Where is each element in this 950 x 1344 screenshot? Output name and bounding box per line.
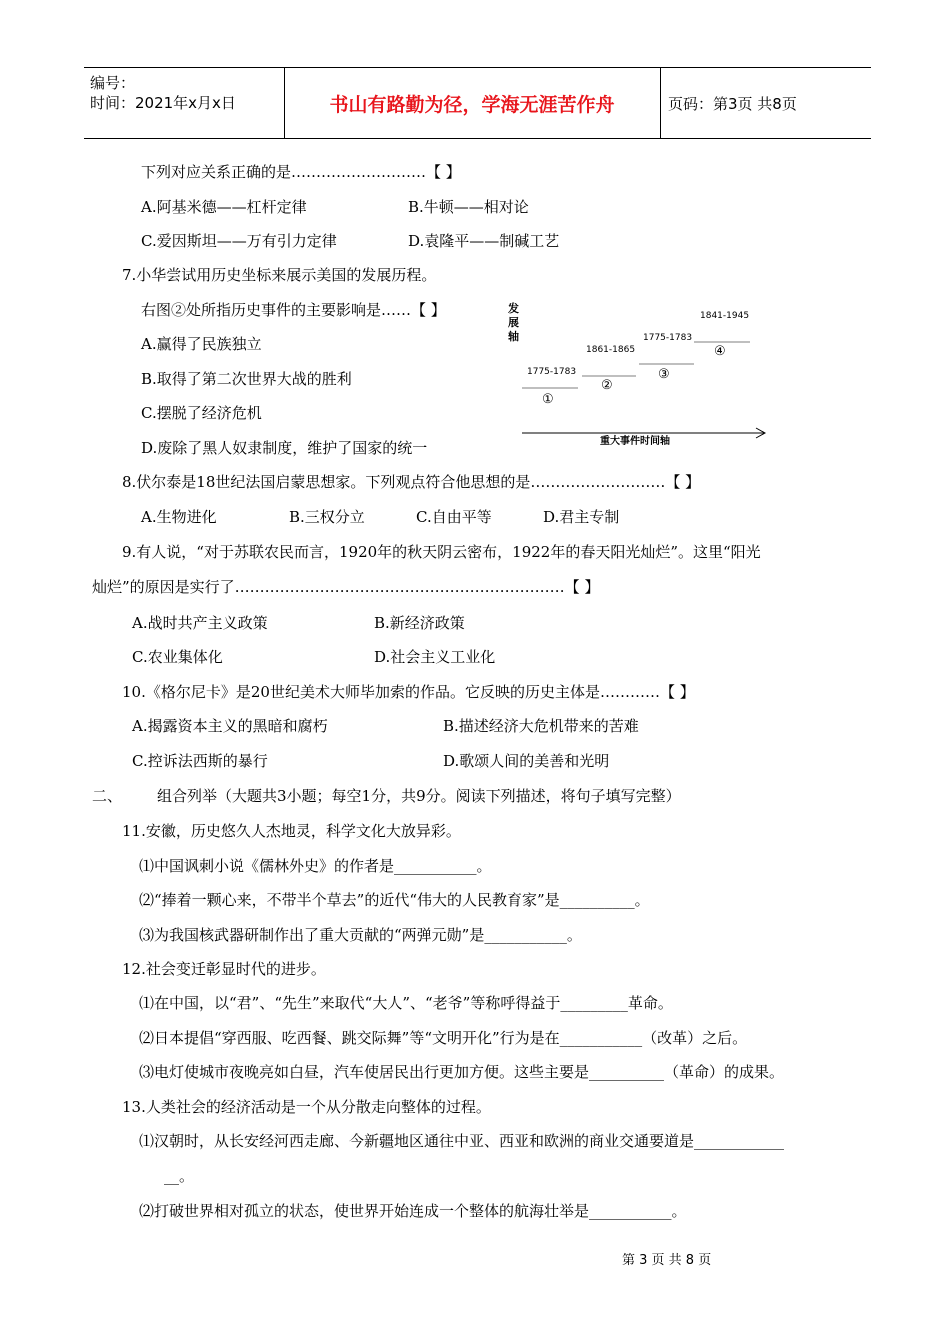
- q10-stem: 10.《格尔尼卡》是20世纪美术大师毕加索的作品。它反映的历史主体是…………【 】: [122, 683, 695, 701]
- step-2-marker: ②: [601, 378, 613, 393]
- q6-option-b: B.牛顿——相对论: [408, 198, 529, 216]
- q7-option-b: B.取得了第二次世界大战的胜利: [141, 370, 352, 388]
- q13-part-1-cont: __。: [164, 1167, 195, 1185]
- q9-option-a: A.战时共产主义政策: [132, 614, 268, 632]
- q9-option-c: C.农业集体化: [132, 648, 223, 666]
- header-meta: [84, 68, 285, 138]
- page-footer: 第 3 页 共 8 页: [622, 1253, 712, 1268]
- q7-stem: 7.小华尝试用历史坐标来展示美国的发展历程。: [122, 266, 437, 284]
- step-4-period: 1841-1945: [700, 311, 750, 321]
- x-axis-label: 重大事件时间轴: [600, 436, 670, 447]
- q8-option-d: D.君主专制: [543, 508, 620, 526]
- q13-part-2: ⑵打破世界相对孤立的状态，使世界开始连成一个整体的航海壮举是___________。: [139, 1202, 687, 1220]
- page-header: [84, 67, 871, 139]
- q7-sub: 右图②处所指历史事件的主要影响是……【 】: [141, 301, 446, 319]
- y-axis-label-2: 展: [508, 316, 519, 329]
- q12-stem: 12.社会变迁彰显时代的进步。: [122, 960, 326, 978]
- q7-option-a: A.赢得了民族独立: [141, 335, 262, 353]
- step-4-marker: ④: [714, 344, 726, 359]
- q12-part-2: ⑵日本提倡“穿西服、吃西餐、跳交际舞”等“文明开化”行为是在___________（改革）之后。: [139, 1029, 748, 1047]
- page-label: 页码：第3页 共8页: [668, 94, 797, 113]
- q6-option-d: D.袁隆平——制碱工艺: [408, 232, 560, 250]
- q11-part-1: ⑴中国讽刺小说《儒林外史》的作者是___________。: [139, 857, 492, 875]
- q8-option-c: C.自由平等: [416, 508, 492, 526]
- section2-number: 二、: [92, 787, 123, 805]
- q11-part-2: ⑵“捧着一颗心来，不带半个草去”的近代“伟大的人民教育家”是__________。: [139, 891, 650, 909]
- q7-option-c: C.摆脱了经济危机: [141, 404, 262, 422]
- section2-title: 组合列举（大题共3小题；每空1分，共9分。阅读下列描述，将句子填写完整）: [157, 787, 681, 805]
- q9-option-d: D.社会主义工业化: [374, 648, 496, 666]
- q10-option-c: C.控诉法西斯的暴行: [132, 752, 268, 770]
- q13-part-1: ⑴汉朝时，从长安经河西走廊、今新疆地区通往中亚、西亚和欧洲的商业交通要道是____________: [139, 1132, 785, 1150]
- q9-option-b: B.新经济政策: [374, 614, 465, 632]
- q9-stem-2: 灿烂”的原因是实行了…………………………………………………………【 】: [92, 578, 600, 596]
- q11-stem: 11.安徽，历史悠久人杰地灵，科学文化大放异彩。: [122, 822, 461, 840]
- q8-option-a: A.生物进化: [141, 508, 217, 526]
- q13-stem: 13.人类社会的经济活动是一个从分散走向整体的过程。: [122, 1098, 491, 1116]
- q6-option-a: A.阿基米德——杠杆定律: [141, 198, 307, 216]
- step-3-marker: ③: [658, 367, 670, 382]
- q12-part-3: ⑶电灯使城市夜晚亮如白昼，汽车使居民出行更加方便。这些主要是__________（革命）的成果。: [139, 1063, 785, 1081]
- q7-option-d: D.废除了黑人奴隶制度，维护了国家的统一: [141, 439, 428, 457]
- motto: 书山有路勤为径，学海无涯苦作舟: [284, 68, 661, 138]
- q10-option-a: A.揭露资本主义的黑暗和腐朽: [132, 717, 328, 735]
- date-label: 时间：2021年x月x日: [90, 94, 236, 112]
- q11-part-3: ⑶为我国核武器研制作出了重大贡献的“两弹元勋”是___________。: [139, 926, 582, 944]
- q9-stem-1: 9.有人说，“对于苏联农民而言，1920年的秋天阴云密布，1922年的春天阳光灿烂”。这里“阳光: [122, 543, 761, 561]
- step-1-period: 1775-1783: [527, 367, 577, 377]
- q8-stem: 8.伏尔泰是18世纪法国启蒙思想家。下列观点符合他思想的是………………………【 】: [122, 473, 701, 491]
- q6-option-c: C.爱因斯坦——万有引力定律: [141, 232, 337, 250]
- y-axis-label-3: 轴: [508, 330, 519, 343]
- step-2-period: 1861-1865: [586, 345, 636, 355]
- q10-option-b: B.描述经济大危机带来的苦难: [443, 717, 639, 735]
- code-label: 编号：: [90, 74, 136, 92]
- y-axis-label-1: 发: [508, 302, 519, 315]
- timeline-figure: [500, 296, 780, 456]
- step-1-marker: ①: [542, 392, 554, 407]
- q6-stem: 下列对应关系正确的是………………………【 】: [141, 163, 461, 181]
- q12-part-1: ⑴在中国，以“君”、“先生”来取代“大人”、“老爷”等称呼得益于_________革命。: [139, 994, 673, 1012]
- q8-option-b: B.三权分立: [289, 508, 365, 526]
- step-3-period: 1775-1783: [643, 333, 693, 343]
- q10-option-d: D.歌颂人间的美善和光明: [443, 752, 610, 770]
